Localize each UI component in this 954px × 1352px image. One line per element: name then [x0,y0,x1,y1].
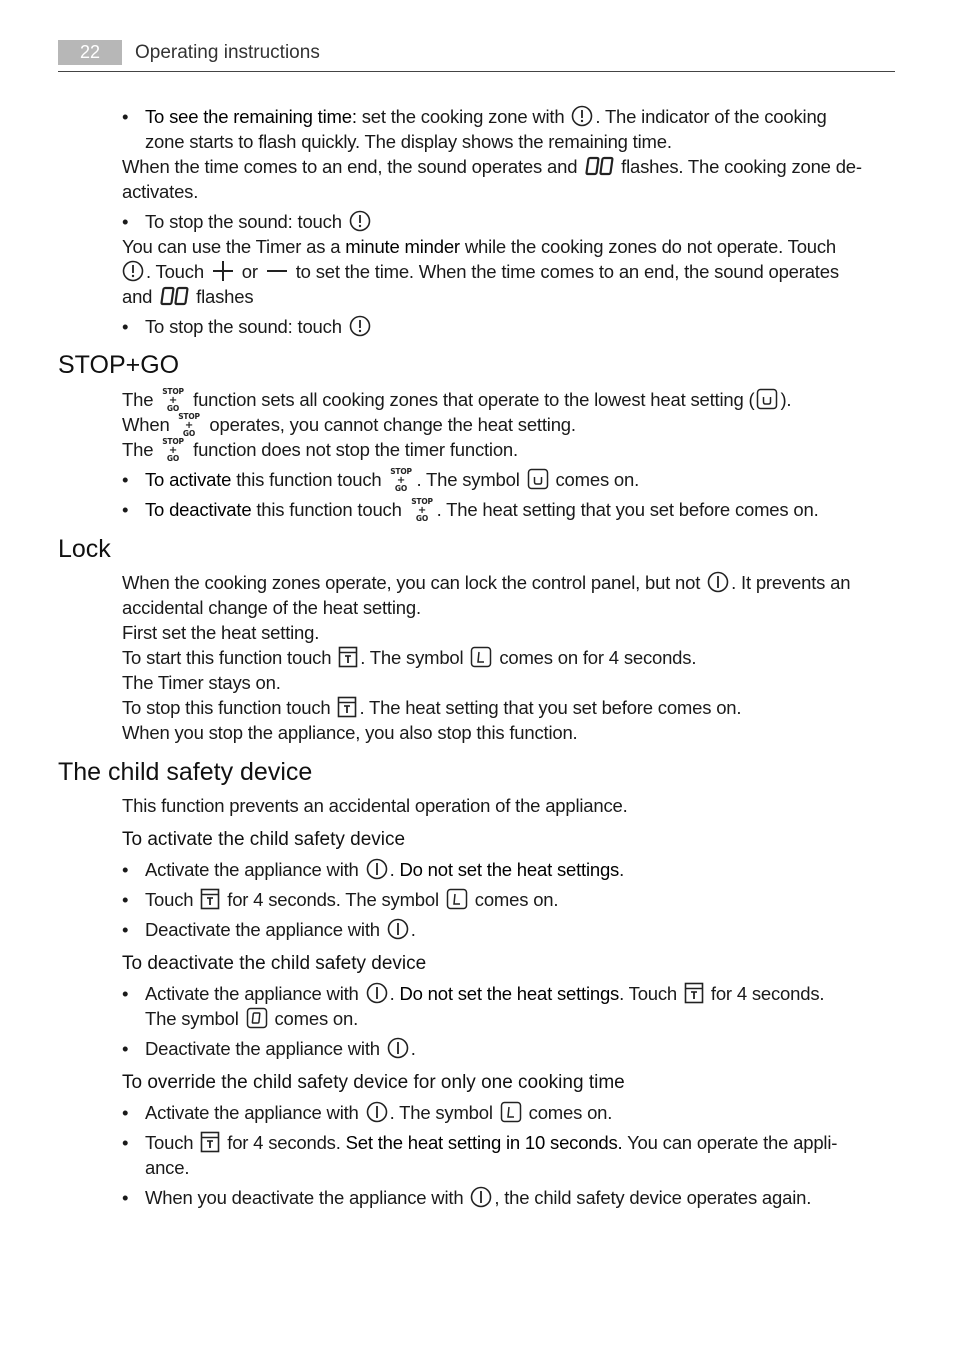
section-heading-child-safety: The child safety device [58,758,313,786]
on-off-icon [707,571,729,593]
svg-text:GO: GO [183,429,196,438]
on-off-icon [387,918,409,940]
plus-icon [211,260,235,282]
svg-text:+: + [169,395,178,406]
svg-text:+: + [185,420,194,431]
svg-text:GO: GO [167,404,180,413]
body-text: The STOP + GO function sets all cooking zones that operate to the lowest heat setting ( ). [122,387,792,413]
svg-text:+: + [169,445,178,456]
body-text: When the time comes to an end, the sound operates and flashes. The cooking zone de- [122,156,862,177]
stopgo-icon [160,437,186,463]
body-text: activates. [122,181,199,202]
on-off-icon [470,1186,492,1208]
on-off-icon [366,982,388,1004]
body-text: You can use the Timer as a minute minder while the cooking zones do not operate. Touch [122,236,837,257]
body-text: To stop this function touch . The heat setting that you set before comes on. [122,697,742,718]
svg-text:GO: GO [415,514,428,523]
body-text: . Touch or to set the time. When the time comes to an end, the sound operates [122,259,839,284]
double-zero-display-icon [159,285,189,307]
on-off-icon [366,858,388,880]
subsection-title: To deactivate the child safety device [122,953,427,974]
svg-text:GO: GO [395,484,408,493]
body-text: To start this function touch . The symbol comes on for 4 seconds. [122,647,697,668]
minus-icon [265,260,289,282]
timer-icon [122,260,144,282]
lock-symbol-icon [500,1101,522,1123]
stopgo-icon [388,467,414,493]
svg-text:+: + [397,475,406,486]
on-off-icon [366,1101,388,1123]
page-number: 22 [58,40,122,65]
double-zero-display-icon [584,155,614,177]
svg-text:STOP: STOP [162,437,185,446]
lock-icon [337,696,357,718]
section-heading-lock: Lock [58,535,111,563]
svg-text:GO: GO [167,454,180,463]
zero-symbol-icon [246,1007,268,1029]
svg-text:STOP: STOP [162,387,185,396]
svg-text:STOP: STOP [410,497,433,506]
body-text: The STOP + GO function does not stop the timer function. [122,437,518,463]
lock-icon [200,888,220,910]
body-text: When the cooking zones operate, you can lock the control panel, but not . It prevents an [122,572,851,593]
body-text: and flashes [122,286,254,307]
page-header [58,40,895,72]
lock-symbol-icon [470,646,492,668]
body-text: ance. [145,1157,190,1178]
lowest-heat-symbol-icon [527,468,549,490]
subsection-title: To activate the child safety device [122,829,406,850]
body-text: accidental change of the heat setting. [122,597,421,618]
lock-icon [200,1131,220,1153]
lock-icon [684,982,704,1004]
svg-text:+: + [417,505,426,516]
lock-icon [338,646,358,668]
stopgo-icon [160,387,186,413]
body-text: First set the heat setting. [122,622,320,643]
timer-icon [349,315,371,337]
timer-icon [571,105,593,127]
svg-text:STOP: STOP [178,412,201,421]
timer-icon [349,210,371,232]
running-title: Operating instructions [135,42,320,63]
on-off-icon [387,1037,409,1059]
lock-symbol-icon [446,888,468,910]
body-text: zone starts to flash quickly. The display shows the remaining time. [145,131,672,152]
stopgo-icon [176,412,202,438]
svg-text:STOP: STOP [390,467,413,476]
body-text: When STOP + GO operates, you cannot change the heat setting. [122,412,576,438]
section-heading-stopgo: STOP+GO [58,351,180,379]
subsection-title: To override the child safety device for only one cooking time [122,1072,625,1093]
body-text: The symbol comes on. [145,1008,359,1029]
body-text: The Timer stays on. [122,672,281,693]
body-text: This function prevents an accidental operation of the appliance. [122,795,628,816]
body-text: When you stop the appliance, you also stop this function. [122,722,578,743]
stopgo-icon [409,497,435,523]
lowest-heat-symbol-icon [756,388,778,410]
